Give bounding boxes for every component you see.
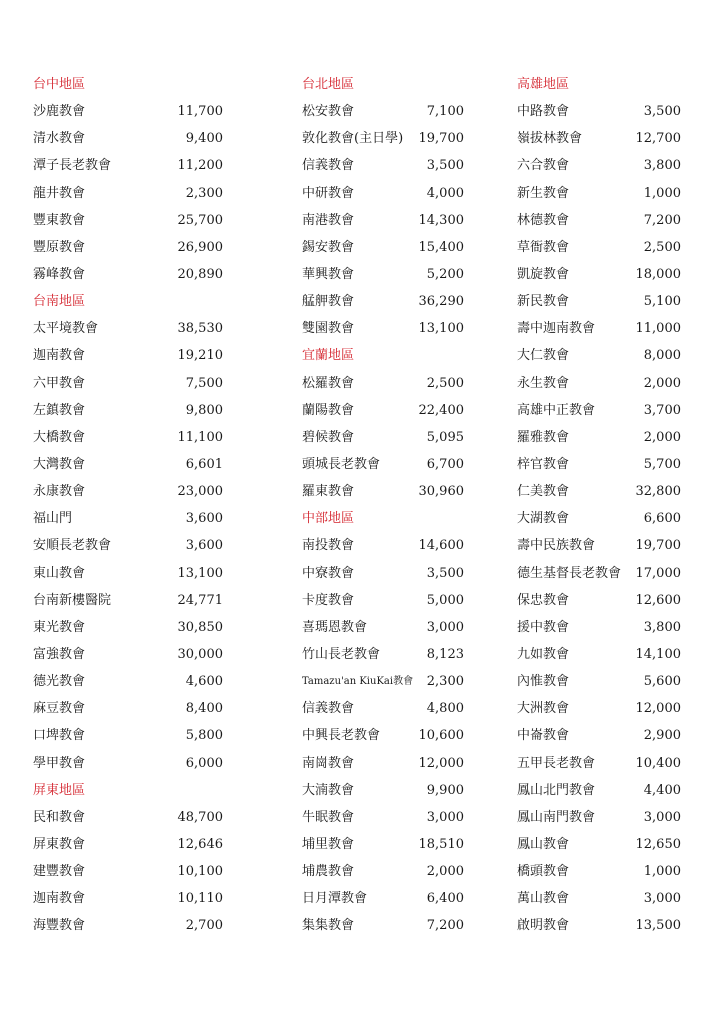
church-name: 錫安教會: [302, 239, 355, 255]
church-row: [517, 98, 681, 125]
church-row: [517, 912, 681, 939]
church-row: [33, 397, 223, 424]
church-row: [302, 614, 464, 641]
donation-amount: 12,000: [635, 701, 681, 717]
church-row: [517, 614, 681, 641]
church-name: 左鎮教會: [33, 402, 86, 418]
church-name: 橋頭教會: [517, 864, 570, 880]
church-row: [33, 152, 223, 179]
donation-amount: 18,510: [418, 836, 464, 852]
church-row: [302, 288, 464, 315]
region-header: [33, 288, 223, 315]
church-name: 清水教會: [33, 131, 86, 147]
donation-amount: 2,500: [426, 375, 464, 391]
donation-amount: 12,650: [635, 836, 681, 852]
church-name: 鳳山北門教會: [517, 782, 596, 798]
church-row: [517, 261, 681, 288]
donation-amount: 6,601: [185, 456, 223, 472]
donation-amount: 19,700: [418, 131, 464, 147]
donation-amount: 14,600: [418, 538, 464, 554]
donation-amount: 11,200: [177, 158, 223, 174]
region-name: 台中地區: [33, 77, 86, 92]
church-row: [517, 451, 681, 478]
church-row: [517, 370, 681, 397]
church-name: 學甲教會: [33, 755, 86, 771]
church-name: 大洲教會: [517, 701, 570, 717]
donation-amount: 5,095: [426, 429, 464, 445]
donation-amount: 2,000: [643, 375, 681, 391]
donation-amount: 5,600: [643, 674, 681, 690]
donation-amount: 19,210: [177, 348, 223, 364]
church-row: [33, 505, 223, 532]
church-row: [33, 207, 223, 234]
donation-amount: 22,400: [418, 402, 464, 418]
church-row: [33, 560, 223, 587]
donation-amount: 5,800: [185, 728, 223, 744]
church-name: 中路教會: [517, 104, 570, 120]
donation-amount: 3,500: [643, 104, 681, 120]
donation-amount: 10,110: [177, 891, 223, 907]
church-row: [33, 424, 223, 451]
church-row: [33, 180, 223, 207]
donation-amount: 48,700: [177, 809, 223, 825]
donation-amount: 3,000: [426, 619, 464, 635]
church-row: [302, 451, 464, 478]
church-row: [517, 532, 681, 559]
church-name: 仁美教會: [517, 484, 570, 500]
donation-amount: 3,000: [426, 809, 464, 825]
church-name: 鳳山教會: [517, 836, 570, 852]
church-name: 頭城長老教會: [302, 456, 381, 472]
church-name: 埔農教會: [302, 864, 355, 880]
donation-amount: 10,100: [177, 864, 223, 880]
donation-amount: 14,100: [635, 646, 681, 662]
church-row: [517, 234, 681, 261]
donation-amount: 4,000: [426, 185, 464, 201]
church-name: 大橋教會: [33, 429, 86, 445]
church-name: 華興教會: [302, 266, 355, 282]
church-row: [517, 695, 681, 722]
donation-amount: 4,400: [643, 782, 681, 798]
church-name: Tamazu'an KiuKai教會: [302, 676, 414, 688]
church-name: 雙園教會: [302, 321, 355, 337]
church-name: 霧峰教會: [33, 266, 86, 282]
church-name: 永康教會: [33, 484, 86, 500]
donation-amount: 2,000: [643, 429, 681, 445]
church-name: 永生教會: [517, 375, 570, 391]
donation-amount: 12,600: [635, 592, 681, 608]
donation-amount: 1,000: [643, 864, 681, 880]
church-row: [33, 342, 223, 369]
church-row: [302, 315, 464, 342]
church-name: 南港教會: [302, 212, 355, 228]
region-header: [302, 71, 464, 98]
church-name: 艋舺教會: [302, 294, 355, 310]
donation-amount: 24,771: [177, 592, 223, 608]
donation-amount: 8,000: [643, 348, 681, 364]
donation-amount: 3,600: [185, 538, 223, 554]
church-name: 凱旋教會: [517, 266, 570, 282]
church-row: [302, 125, 464, 152]
column-1: [33, 71, 223, 940]
church-name: 台南新樓醫院: [33, 592, 112, 608]
donation-amount: 2,300: [185, 185, 223, 201]
donation-amount: 12,000: [418, 755, 464, 771]
church-name: 德生基督長老教會: [517, 565, 622, 581]
church-row: [302, 641, 464, 668]
church-row: [302, 180, 464, 207]
church-row: [302, 424, 464, 451]
donation-amount: 32,800: [635, 484, 681, 500]
church-name: 松安教會: [302, 104, 355, 120]
church-name: 信義教會: [302, 158, 355, 174]
church-name: 新民教會: [517, 294, 570, 310]
church-name: 豐東教會: [33, 212, 86, 228]
donation-amount: 30,000: [177, 646, 223, 662]
church-row: [33, 614, 223, 641]
region-header: [517, 71, 681, 98]
church-name: 草衙教會: [517, 239, 570, 255]
region-name: 台南地區: [33, 294, 86, 310]
donation-amount: 4,800: [426, 701, 464, 717]
church-row: [33, 532, 223, 559]
donation-amount: 12,646: [177, 836, 223, 852]
column-2: [302, 71, 464, 940]
donation-amount: 12,700: [635, 131, 681, 147]
donation-amount: 3,500: [426, 565, 464, 581]
church-name: 信義教會: [302, 701, 355, 717]
donation-amount: 3,700: [643, 402, 681, 418]
church-row: [517, 804, 681, 831]
donation-amount: 9,900: [426, 782, 464, 798]
church-row: [302, 750, 464, 777]
donation-amount: 26,900: [177, 239, 223, 255]
church-row: [33, 125, 223, 152]
church-row: [517, 750, 681, 777]
church-name: 潭子長老教會: [33, 158, 112, 174]
church-row: [302, 722, 464, 749]
donation-amount: 3,000: [643, 809, 681, 825]
church-name: 屏東教會: [33, 836, 86, 852]
donation-amount: 2,000: [426, 864, 464, 880]
church-name: 中崙教會: [517, 728, 570, 744]
donation-amount: 11,100: [177, 429, 223, 445]
church-row: [33, 641, 223, 668]
church-name: 九如教會: [517, 646, 570, 662]
church-row: [33, 885, 223, 912]
church-name: 福山門: [33, 511, 73, 527]
church-row: [302, 98, 464, 125]
church-name: 集集教會: [302, 918, 355, 934]
donation-amount: 5,000: [426, 592, 464, 608]
church-row: [517, 315, 681, 342]
donation-amount: 18,000: [635, 266, 681, 282]
donation-amount: 15,400: [418, 239, 464, 255]
church-row: [33, 722, 223, 749]
church-row: [33, 668, 223, 695]
donation-amount: 17,000: [635, 565, 681, 581]
church-row: [33, 750, 223, 777]
church-row: [302, 152, 464, 179]
church-row: [302, 695, 464, 722]
church-row: [517, 587, 681, 614]
church-name: 安順長老教會: [33, 538, 112, 554]
church-row: [517, 505, 681, 532]
church-name: 羅東教會: [302, 484, 355, 500]
donation-amount: 11,000: [635, 321, 681, 337]
donation-amount: 19,700: [635, 538, 681, 554]
donation-amount: 23,000: [177, 484, 223, 500]
donation-amount: 8,400: [185, 701, 223, 717]
church-row: [517, 885, 681, 912]
church-name: 六合教會: [517, 158, 570, 174]
church-row: [517, 125, 681, 152]
church-row: [517, 424, 681, 451]
region-name: 高雄地區: [517, 77, 570, 92]
church-name: 敦化教會(主日學): [302, 131, 404, 147]
donation-amount: 4,600: [185, 674, 223, 690]
donation-amount: 3,800: [643, 619, 681, 635]
church-name: 保忠教會: [517, 592, 570, 608]
church-row: [33, 98, 223, 125]
church-name: 壽中迦南教會: [517, 321, 596, 337]
church-row: [517, 777, 681, 804]
donation-amount: 8,123: [426, 646, 464, 662]
church-name: 啟明教會: [517, 918, 570, 934]
donation-amount: 10,600: [418, 728, 464, 744]
church-row: [302, 587, 464, 614]
donation-amount: 3,500: [426, 158, 464, 174]
church-row: [517, 641, 681, 668]
church-name: 新生教會: [517, 185, 570, 201]
church-row: [33, 261, 223, 288]
church-row: [33, 451, 223, 478]
church-name: 援中教會: [517, 619, 570, 635]
church-name: 松羅教會: [302, 375, 355, 391]
church-name: 德光教會: [33, 674, 86, 690]
church-row: [517, 397, 681, 424]
church-name: 嶺拔林教會: [517, 131, 583, 147]
church-name: 東山教會: [33, 565, 86, 581]
church-name: 六甲教會: [33, 375, 86, 391]
region-name: 中部地區: [302, 511, 355, 527]
church-row: [302, 912, 464, 939]
church-name: 梓官教會: [517, 456, 570, 472]
donation-amount: 11,700: [177, 104, 223, 120]
church-row: [517, 858, 681, 885]
church-name: 口埤教會: [33, 728, 86, 744]
church-name: 喜瑪恩教會: [302, 619, 368, 635]
region-header: [33, 71, 223, 98]
church-row: [302, 885, 464, 912]
donation-amount: 7,100: [426, 104, 464, 120]
church-row: [302, 478, 464, 505]
church-row: [517, 668, 681, 695]
church-row: [302, 397, 464, 424]
church-name: 大湳教會: [302, 782, 355, 798]
church-row: [33, 695, 223, 722]
church-name: 牛眠教會: [302, 809, 355, 825]
church-row: [33, 315, 223, 342]
church-name: 南崗教會: [302, 755, 355, 771]
church-row: [302, 532, 464, 559]
donation-amount: 13,500: [635, 918, 681, 934]
church-name: 中研教會: [302, 185, 355, 201]
church-name: 高雄中正教會: [517, 402, 596, 418]
church-row: [517, 180, 681, 207]
donation-amount: 9,800: [185, 402, 223, 418]
donation-amount: 36,290: [418, 294, 464, 310]
donation-amount: 3,800: [643, 158, 681, 174]
church-name: 卡度教會: [302, 592, 355, 608]
church-row: [517, 288, 681, 315]
donation-amount: 2,300: [426, 674, 464, 690]
church-name: 林德教會: [517, 212, 570, 228]
church-name: 迦南教會: [33, 891, 86, 907]
church-row: [33, 234, 223, 261]
donation-amount: 6,700: [426, 456, 464, 472]
region-header: [302, 342, 464, 369]
church-name: 萬山教會: [517, 891, 570, 907]
church-name: 豐原教會: [33, 239, 86, 255]
church-name: 民和教會: [33, 809, 86, 825]
church-name: 蘭陽教會: [302, 402, 355, 418]
donation-amount: 5,700: [643, 456, 681, 472]
church-row: [302, 804, 464, 831]
church-row: [517, 207, 681, 234]
church-row: [33, 478, 223, 505]
church-row: [517, 831, 681, 858]
donation-amount: 6,400: [426, 891, 464, 907]
donation-amount: 9,400: [185, 131, 223, 147]
church-name: 內惟教會: [517, 674, 570, 690]
church-row: [302, 777, 464, 804]
church-name: 龍井教會: [33, 185, 86, 201]
donation-amount: 14,300: [418, 212, 464, 228]
church-row: [302, 261, 464, 288]
church-name: 羅雅教會: [517, 429, 570, 445]
church-row: [302, 560, 464, 587]
church-row: [517, 342, 681, 369]
donation-amount: 7,200: [643, 212, 681, 228]
church-row: [302, 207, 464, 234]
donation-amount: 10,400: [635, 755, 681, 771]
church-row: [302, 370, 464, 397]
church-name: 大仁教會: [517, 348, 570, 364]
church-row: [517, 478, 681, 505]
region-name: 台北地區: [302, 77, 355, 92]
church-row: [33, 587, 223, 614]
donation-amount: 13,100: [177, 565, 223, 581]
donation-amount: 2,900: [643, 728, 681, 744]
column-3: [517, 71, 681, 940]
church-name: 日月潭教會: [302, 891, 368, 907]
church-row: [517, 152, 681, 179]
donation-amount: 25,700: [177, 212, 223, 228]
region-name: 宜蘭地區: [302, 348, 355, 364]
region-header: [33, 777, 223, 804]
church-row: [33, 370, 223, 397]
church-name: 海豐教會: [33, 918, 86, 934]
church-name: 太平境教會: [33, 321, 99, 337]
church-name: 鳳山南門教會: [517, 809, 596, 825]
donation-amount: 6,000: [185, 755, 223, 771]
donation-amount: 3,000: [643, 891, 681, 907]
donation-amount: 20,890: [177, 266, 223, 282]
donation-amount: 1,000: [643, 185, 681, 201]
donation-amount: 38,530: [177, 321, 223, 337]
church-name: 大湖教會: [517, 511, 570, 527]
church-row: [517, 560, 681, 587]
church-name: 沙鹿教會: [33, 104, 86, 120]
church-row: [33, 804, 223, 831]
donation-amount: 6,600: [643, 511, 681, 527]
church-name: 五甲長老教會: [517, 755, 596, 771]
donation-amount: 5,200: [426, 266, 464, 282]
church-row: [302, 234, 464, 261]
region-name: 屏東地區: [33, 782, 86, 798]
church-row: [33, 912, 223, 939]
region-header: [302, 505, 464, 532]
church-row: [302, 668, 464, 695]
church-name: 壽中民族教會: [517, 538, 596, 554]
church-name: 迦南教會: [33, 348, 86, 364]
church-row: [33, 858, 223, 885]
church-name: 埔里教會: [302, 836, 355, 852]
church-row: [302, 858, 464, 885]
donation-amount: 7,200: [426, 918, 464, 934]
church-name: 碧候教會: [302, 429, 355, 445]
church-name: 麻豆教會: [33, 701, 86, 717]
donation-amount: 7,500: [185, 375, 223, 391]
donation-amount: 3,600: [185, 511, 223, 527]
church-name: 中寮教會: [302, 565, 355, 581]
church-name: 富強教會: [33, 646, 86, 662]
donation-amount: 5,100: [643, 294, 681, 310]
church-name: 建豐教會: [33, 864, 86, 880]
donation-amount: 2,700: [185, 918, 223, 934]
church-name: 中興長老教會: [302, 728, 381, 744]
church-name: 南投教會: [302, 538, 355, 554]
church-row: [33, 831, 223, 858]
church-name: 東光教會: [33, 619, 86, 635]
church-row: [517, 722, 681, 749]
donation-amount: 30,960: [418, 484, 464, 500]
church-name: 竹山長老教會: [302, 646, 381, 662]
donation-amount: 2,500: [643, 239, 681, 255]
church-name: 大灣教會: [33, 456, 86, 472]
donation-amount: 30,850: [177, 619, 223, 635]
donation-amount: 13,100: [418, 321, 464, 337]
church-row: [302, 831, 464, 858]
